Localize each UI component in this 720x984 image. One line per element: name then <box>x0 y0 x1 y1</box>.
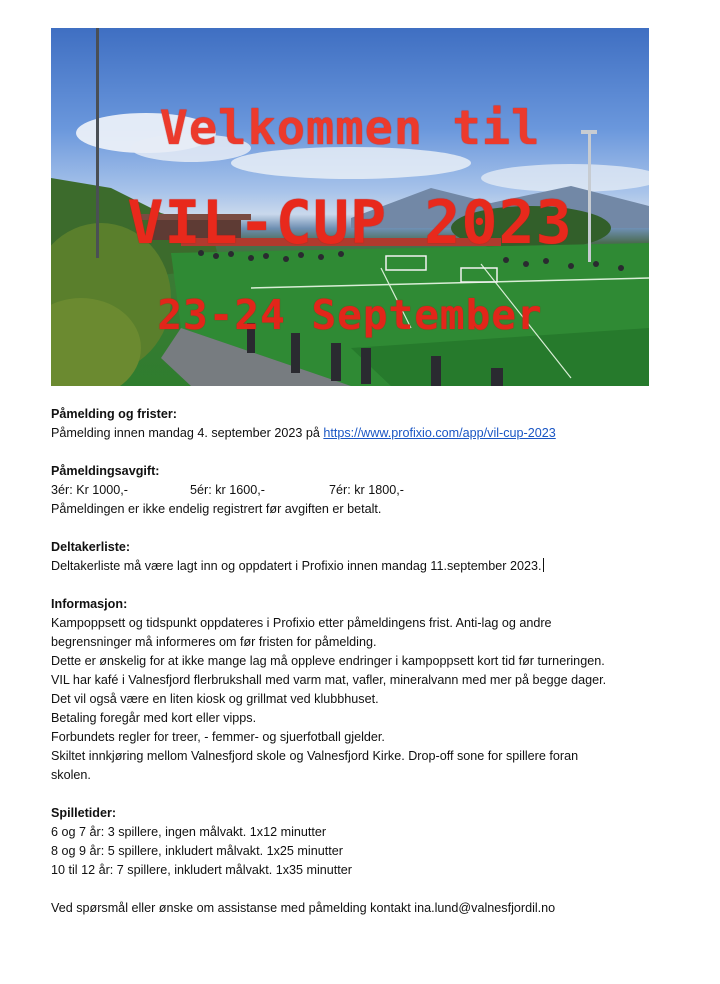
participants-heading: Deltakerliste: <box>51 540 131 554</box>
info-line: VIL har kafé i Valnesfjord flerbrukshall med varm mat, vafler, mineralvann med mer på begge dager. <box>51 673 607 687</box>
registration-deadline-text <box>51 424 671 443</box>
info-line: Dette er ønskelig for at ikke mange lag må oppleve endringer i kampoppsett kort tid før turneringen. <box>51 654 605 668</box>
playtime-line: 6 og 7 år: 3 spillere, ingen målvakt. 1x12 minutter <box>51 825 327 839</box>
fee-item-7: 7ér: kr 1800,- <box>329 483 404 497</box>
registration-section <box>51 405 671 443</box>
playtime-line: 8 og 9 år: 5 spillere, inkludert målvakt. 1x25 minutter <box>51 844 343 858</box>
fee-note: Påmeldingen er ikke endelig registrert før avgiften er betalt. <box>51 502 382 516</box>
info-line: Det vil også være en liten kiosk og grillmat ved klubbhuset. <box>51 692 379 706</box>
text-cursor <box>543 558 544 572</box>
flyer-content <box>51 405 671 937</box>
participants-text-line <box>51 557 671 576</box>
playtimes-section <box>51 804 671 880</box>
fee-list <box>51 481 671 500</box>
fee-item-5: 5ér: kr 1600,- <box>190 483 265 497</box>
participants-section <box>51 538 671 576</box>
contact-text: Ved spørsmål eller ønske om assistanse med påmelding kontakt ina.lund@valnesfjordil.no <box>51 901 556 915</box>
info-heading: Informasjon: <box>51 597 128 611</box>
info-line: Kampoppsett og tidspunkt oppdateres i Profixio etter påmeldingens frist. Anti-lag og andre begrensninger må informeres om før fristen for påmelding. <box>51 616 552 649</box>
hero-title-event: VIL-CUP 2023 <box>127 188 573 258</box>
playtime-line: 10 til 12 år: 7 spillere, inkludert målvakt. 1x35 minutter <box>51 863 352 877</box>
participants-text: Deltakerliste må være lagt inn og oppdatert i Profixio innen mandag 11.september 2023. <box>51 559 542 573</box>
registration-text: Påmelding innen mandag 4. september 2023 på <box>51 426 324 440</box>
fee-item-3: 3ér: Kr 1000,- <box>51 483 129 497</box>
fee-heading: Påmeldingsavgift: <box>51 464 160 478</box>
registration-heading: Påmelding og frister: <box>51 407 177 421</box>
info-section <box>51 595 671 785</box>
fee-section <box>51 462 671 519</box>
registration-link[interactable]: https://www.profixio.com/app/vil-cup-2023 <box>323 426 556 440</box>
contact-section <box>51 899 671 918</box>
playtimes-heading: Spilletider: <box>51 806 117 820</box>
info-line: Betaling foregår med kort eller vipps. <box>51 711 257 725</box>
info-line: Skiltet innkjøring mellom Valnesfjord skole og Valnesfjord Kirke. Drop-off sone for spillere foran skolen. <box>51 749 579 782</box>
hero-photo <box>51 28 649 386</box>
hero-title-welcome: Velkommen til <box>159 101 541 156</box>
info-line: Forbundets regler for treer, - femmer- og sjuerfotball gjelder. <box>51 730 385 744</box>
hero-title-dates: 23-24 September <box>157 291 543 339</box>
